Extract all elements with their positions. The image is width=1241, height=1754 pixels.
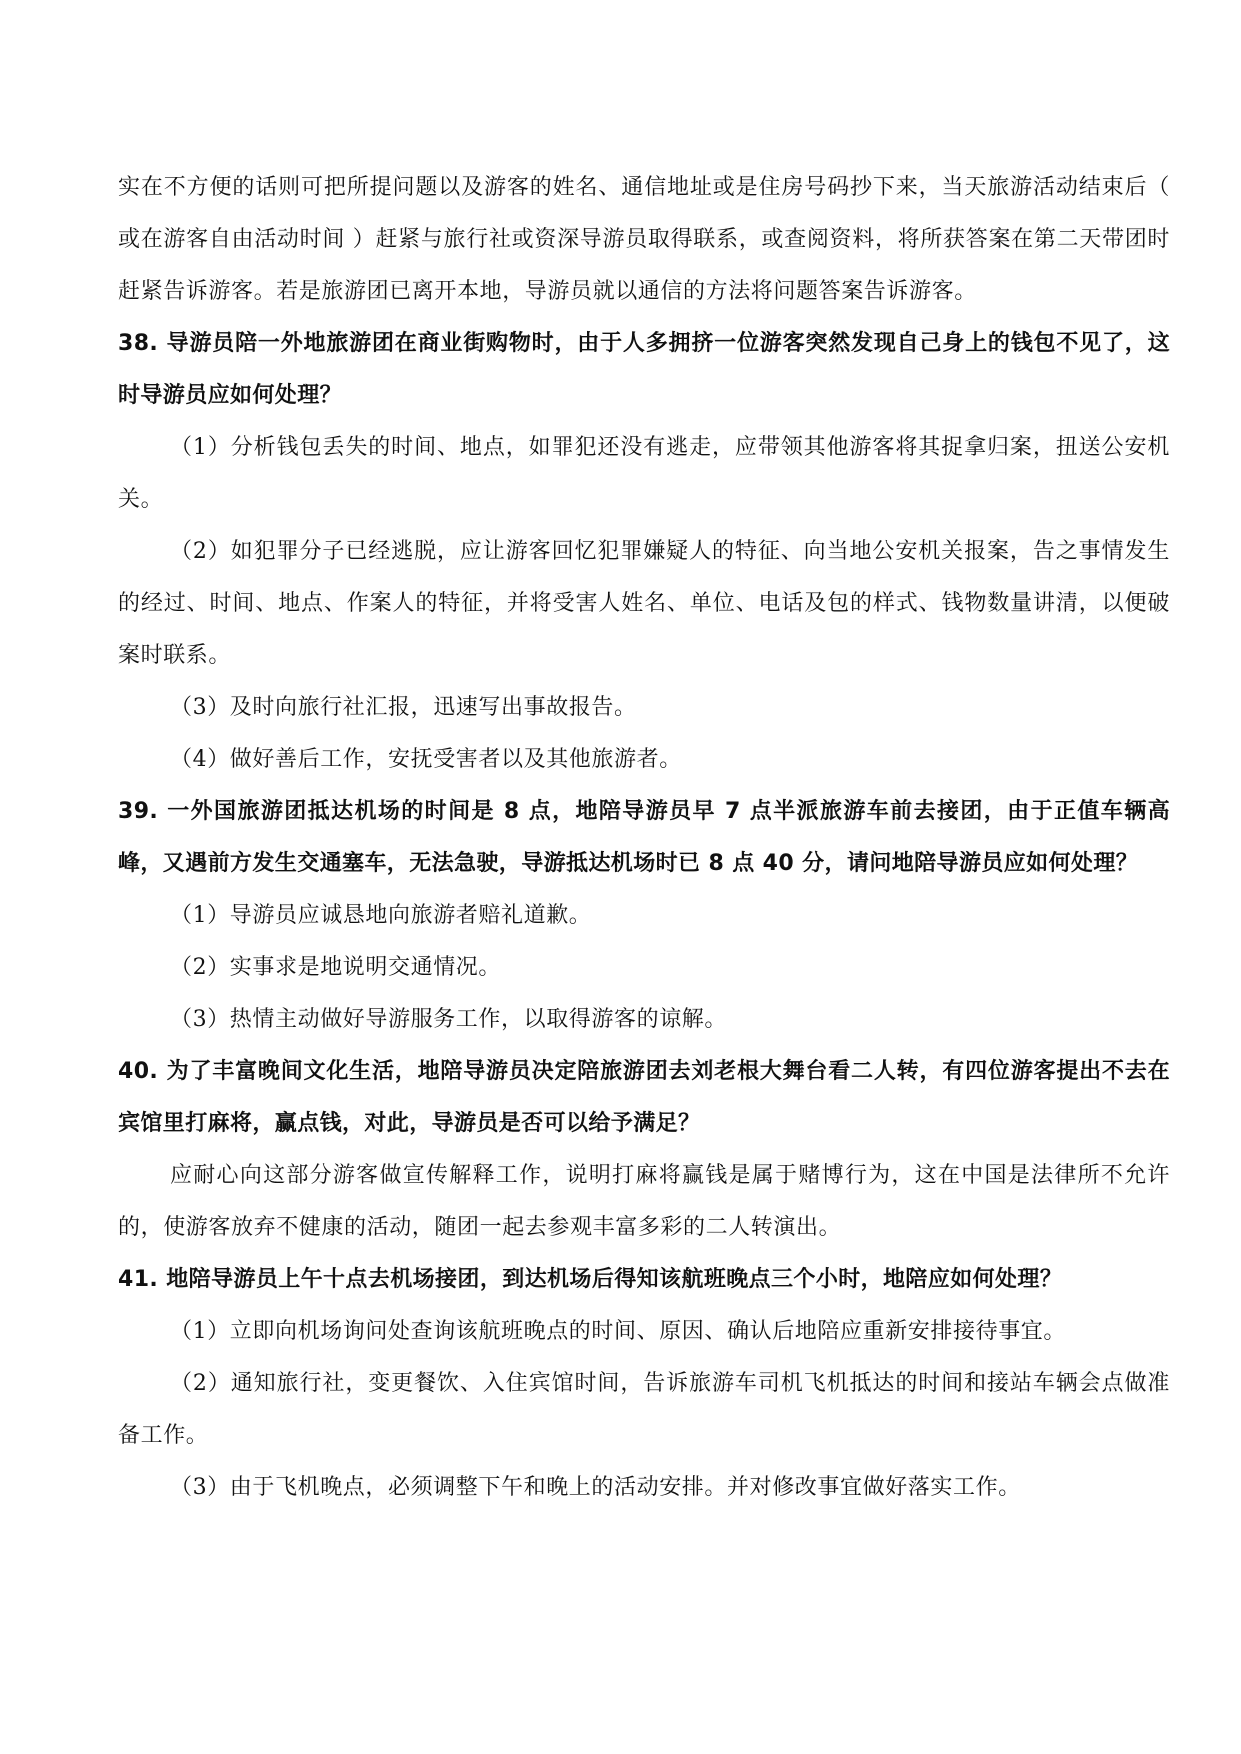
question-41-title: 41. 地陪导游员上午十点去机场接团，到达机场后得知该航班晚点三个小时，地陪应如何处理？ [118,1267,1063,1292]
question-38-answer-4: （4）做好善后工作，安抚受害者以及其他旅游者。 [170,747,682,772]
question-38-answer-3: （3）及时向旅行社汇报，迅速写出事故报告。 [170,695,637,720]
question-41-answer-3: （3）由于飞机晚点，必须调整下午和晚上的活动安排。并对修改事宜做好落实工作。 [170,1475,1021,1500]
document-body [118,162,1170,1514]
question-41-answer-1: （1）立即向机场询问处查询该航班晚点的时间、原因、确认后地陪应重新安排接待事宜。 [170,1319,1066,1344]
question-39-answer-2: （2）实事求是地说明交通情况。 [170,955,501,980]
question-39-title: 39. 一外国旅游团抵达机场的时间是 8 点，地陪导游员早 7 点半派旅游车前去接团，由于正值车辆高峰，又遇前方发生交通塞车，无法急驶，导游抵达机场时已 8 点 40 分，请问地陪导游员应如何处理？ [118,799,1170,876]
question-38-answer-2: （2）如犯罪分子已经逃脱，应让游客回忆犯罪嫌疑人的特征、向当地公安机关报案，告之事情发生的经过、时间、地点、作案人的特征，并将受害人姓名、单位、电话及包的样式、钱物数量讲清，以便破案时联系。 [118,539,1170,668]
question-40-answer-1: 应耐心向这部分游客做宣传解释工作，说明打麻将赢钱是属于赌博行为，这在中国是法律所不允许的，使游客放弃不健康的活动，随团一起去参观丰富多彩的二人转演出。 [118,1163,1170,1240]
question-38-answer-1: （1）分析钱包丢失的时间、地点，如罪犯还没有逃走，应带领其他游客将其捉拿归案，扭送公安机关。 [118,435,1170,512]
question-39-answer-3: （3）热情主动做好导游服务工作，以取得游客的谅解。 [170,1007,727,1032]
intro-paragraph: 实在不方便的话则可把所提问题以及游客的姓名、通信地址或是住房号码抄下来，当天旅游活动结束后（ 或在游客自由活动时间 ）赶紧与旅行社或资深导游员取得联系，或查阅资料，将所获答案在第二天带团时赶紧告诉游客。若是旅游团已离开本地，导游员就以通信的方法将问题答案告诉游客。 [118,175,1170,304]
question-41-answer-2: （2）通知旅行社，变更餐饮、入住宾馆时间，告诉旅游车司机飞机抵达的时间和接站车辆会点做准备工作。 [118,1371,1170,1448]
question-40-title: 40. 为了丰富晚间文化生活，地陪导游员决定陪旅游团去刘老根大舞台看二人转，有四位游客提出不去在宾馆里打麻将，赢点钱，对此，导游员是否可以给予满足？ [118,1059,1170,1136]
question-39-answer-1: （1）导游员应诚恳地向旅游者赔礼道歉。 [170,903,592,928]
question-38-title: 38. 导游员陪一外地旅游团在商业街购物时，由于人多拥挤一位游客突然发现自己身上的钱包不见了，这时导游员应如何处理？ [118,331,1170,408]
